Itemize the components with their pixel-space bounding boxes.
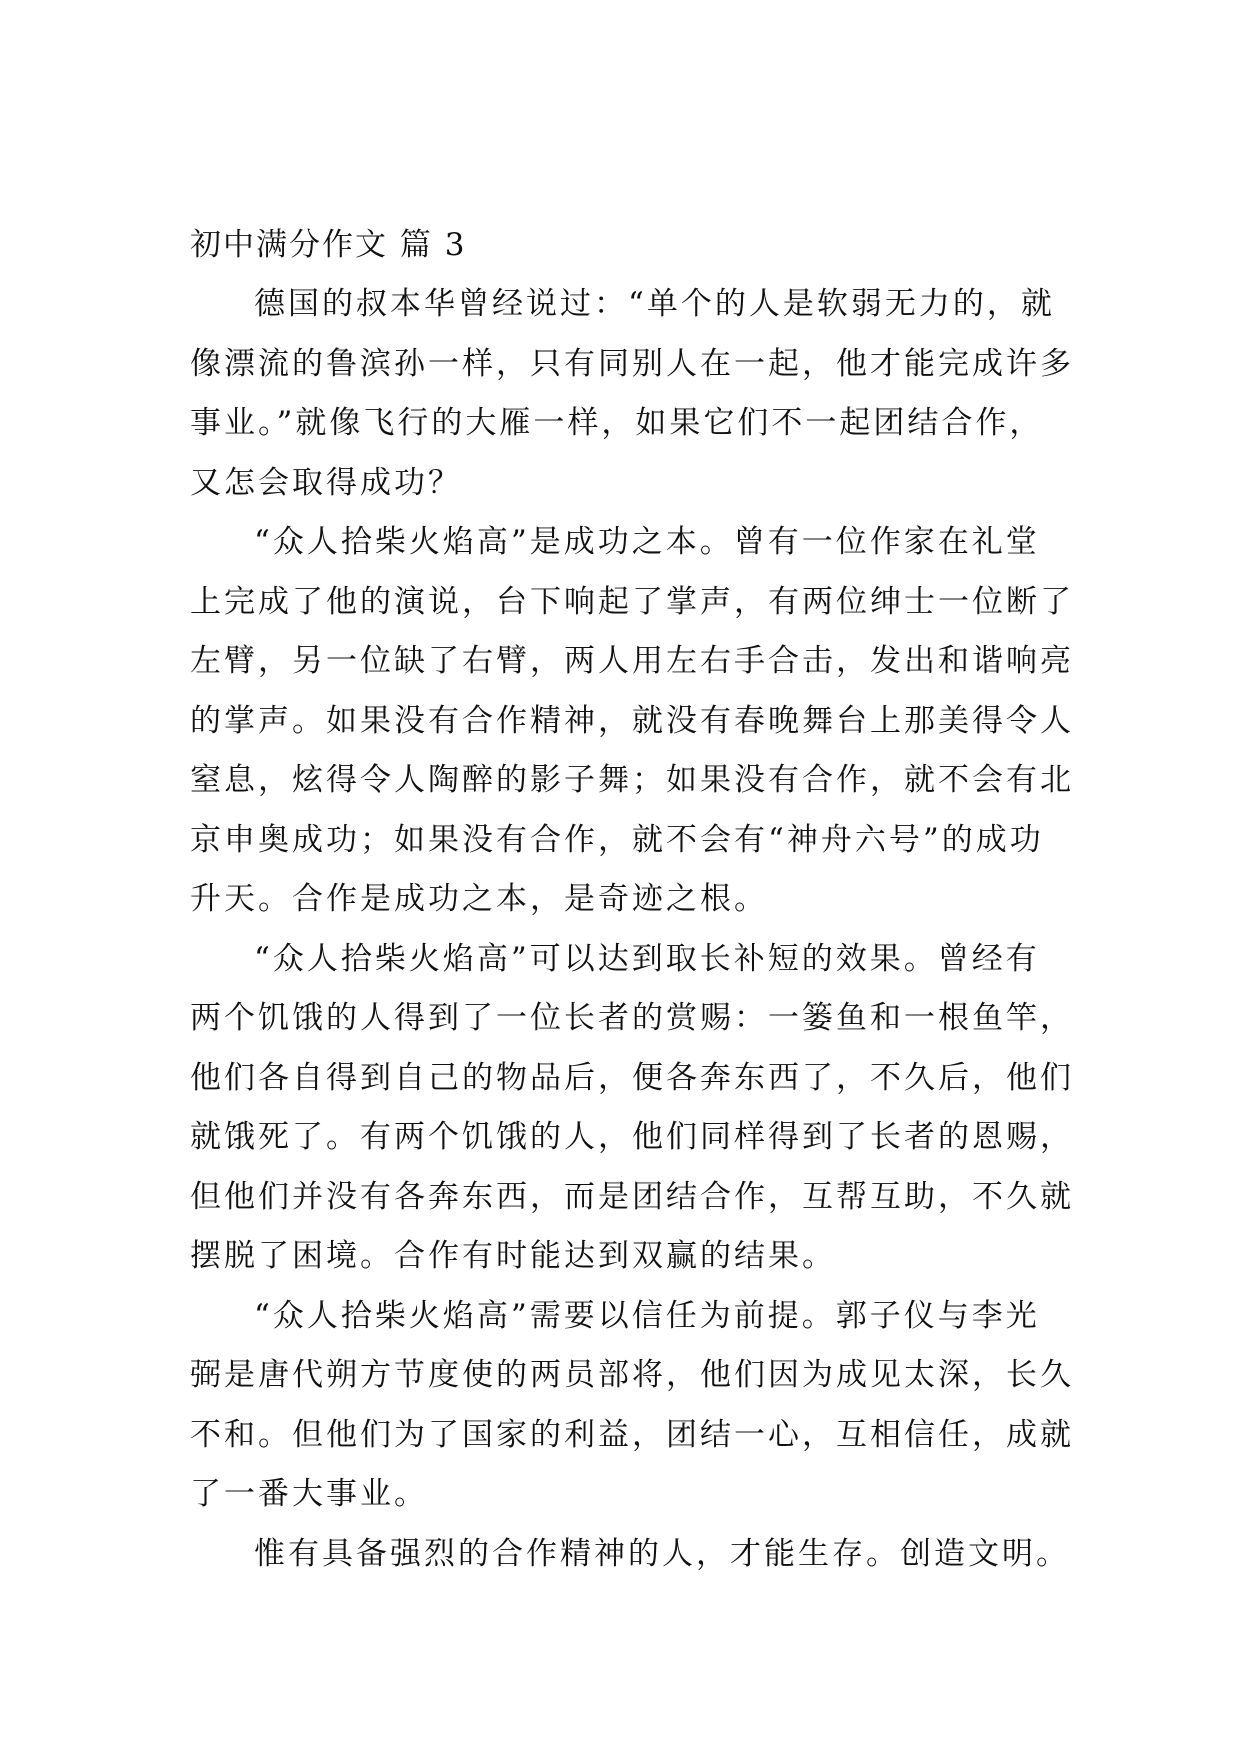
paragraph-line: 就饿死了。有两个饥饿的人，他们同样得到了长者的恩赐， [190, 1119, 1074, 1155]
paragraph-line: 摆脱了困境。合作有时能达到双赢的结果。 [190, 1238, 836, 1274]
paragraph-line: “众人拾柴火焰高”可以达到取长补短的效果。曾经有 [254, 940, 1040, 977]
paragraph-line: 的掌声。如果没有合作精神，就没有春晚舞台上那美得令人 [190, 702, 1074, 739]
essay-body [190, 215, 1074, 1584]
paragraph-line: 弼是唐代朔方节度使的两员部将，他们因为成见太深，长久 [190, 1357, 1074, 1393]
paragraph-1 [190, 275, 1074, 513]
paragraph-line: 不和。但他们为了国家的利益，团结一心，互相信任，成就 [190, 1416, 1074, 1453]
paragraph-4 [190, 1287, 1074, 1525]
paragraph-3 [190, 930, 1074, 1287]
paragraph-line: 他们各自得到自己的物品后，便各奔东西了，不久后，他们 [190, 1059, 1074, 1096]
essay-heading: 初中满分作文 篇 3 [190, 227, 467, 263]
paragraph-5 [190, 1525, 1070, 1585]
paragraph-line: 上完成了他的演说，台下响起了掌声，有两位绅士一位断了 [190, 583, 1074, 620]
paragraph-line: 惟有具备强烈的合作精神的人，才能生存。创造文明。 [254, 1535, 1070, 1572]
paragraph-line: 又怎会取得成功？ [190, 464, 462, 501]
paragraph-line: 升天。合作是成功之本，是奇迹之根。 [190, 881, 768, 917]
paragraph-line: 左臂，另一位缺了右臂，两人用左右手合击，发出和谐响亮 [190, 643, 1074, 679]
paragraph-line: 了一番大事业。 [190, 1476, 428, 1512]
paragraph-line: 窒息，炫得令人陶醉的影子舞；如果没有合作，就不会有北 [190, 762, 1074, 798]
paragraph-line: 事业。”就像飞行的大雁一样，如果它们不一起团结合作， [190, 405, 1044, 441]
paragraph-line: “众人拾柴火焰高”是成功之本。曾有一位作家在礼堂 [254, 524, 1040, 560]
paragraph-line: 像漂流的鲁滨孙一样，只有同别人在一起，他才能完成许多 [190, 345, 1074, 382]
paragraph-line: 德国的叔本华曾经说过：“单个的人是软弱无力的，就 [254, 286, 1055, 322]
paragraph-line: 但他们并没有各奔东西，而是团结合作，互帮互助，不久就 [190, 1178, 1074, 1215]
paragraph-line: 京申奥成功；如果没有合作，就不会有“神舟六号”的成功 [190, 821, 1044, 858]
paragraph-line: “众人拾柴火焰高”需要以信任为前提。郭子仪与李光 [254, 1297, 1040, 1334]
paragraph-2 [190, 513, 1074, 930]
paragraph-line: 两个饥饿的人得到了一位长者的赏赐：一篓鱼和一根鱼竿， [190, 1000, 1074, 1036]
